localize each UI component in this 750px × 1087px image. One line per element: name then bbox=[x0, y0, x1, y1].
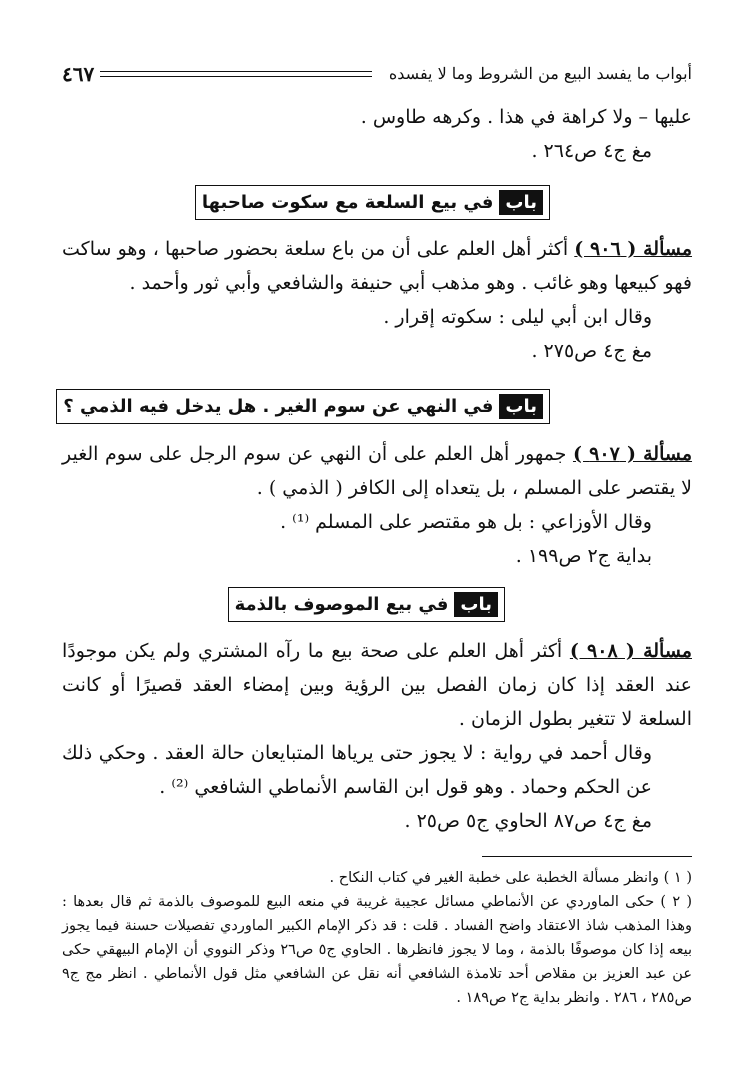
masala-text: جمهور أهل العلم على أن النهي عن سوم الرجل على سوم الغير لا يقتصر على المسلم ، بل يتعداه إلى الكافر ( الذمي ) . bbox=[62, 443, 692, 499]
section-body bbox=[62, 232, 692, 368]
masala-number: مسألة ( ٩٠٨ ) bbox=[569, 640, 692, 662]
opinion-line: وقال ابن أبي ليلى : سكوته إقرار . bbox=[383, 306, 652, 328]
intro-ref: مغ ج٤ ص٢٦٤ . bbox=[531, 140, 652, 162]
header-rule bbox=[100, 71, 372, 77]
bab-label: باب bbox=[499, 190, 543, 215]
section-title: في النهي عن سوم الغير . هل يدخل فيه الذمي ؟ bbox=[63, 396, 494, 417]
section-title: في بيع الموصوف بالذمة bbox=[234, 594, 449, 615]
page-number: ٤٦٧ bbox=[62, 62, 95, 86]
reference-line: مغ ج٤ ص٨٧ الحاوي ج٥ ص٢٥ . bbox=[404, 810, 652, 832]
section-heading-wrapper bbox=[228, 587, 505, 622]
running-header bbox=[62, 62, 692, 88]
footnote-separator bbox=[482, 856, 692, 857]
section-heading bbox=[195, 185, 550, 220]
opinion-line: وقال أحمد في رواية : لا يجوز حتى يرياها المتبايعان حالة العقد . وحكي ذلك عن الحكم وحماد . وهو قول ابن القاسم الأنماطي الشافعي ⁽²⁾ . bbox=[62, 742, 652, 798]
opinion-line: وقال الأوزاعي : بل هو مقتصر على المسلم ⁽¹⁾ . bbox=[280, 511, 652, 533]
section-heading bbox=[56, 389, 550, 424]
section-heading-wrapper bbox=[56, 389, 550, 424]
masala-paragraph bbox=[62, 232, 692, 300]
masala-number: مسألة ( ٩٠٧ ) bbox=[572, 443, 693, 465]
intro-line: عليها – ولا كراهة في هذا . وكرهه طاوس . bbox=[360, 106, 692, 128]
section-body bbox=[62, 634, 692, 838]
masala-text: أكثر أهل العلم على صحة بيع ما رآه المشتري ولم يكن موجودًا عند العقد إذا كان زمان الفصل بين الرؤية وبين إمضاء العقد قصيرًا أو كانت السلعة لا تتغير بطول الزمان . bbox=[62, 640, 692, 730]
section-heading bbox=[228, 587, 505, 622]
section-heading-wrapper bbox=[195, 185, 550, 220]
footnote-1: ( ١ ) وانظر مسألة الخطبة على خطبة الغير في كتاب النكاح . bbox=[329, 870, 692, 886]
section-title: في بيع السلعة مع سكوت صاحبها bbox=[201, 192, 494, 213]
masala-number: مسألة ( ٩٠٦ ) bbox=[574, 238, 693, 260]
running-title: أبواب ما يفسد البيع من الشروط وما لا يفسده bbox=[388, 64, 692, 83]
footnote-2: ( ٢ ) حكى الماوردي عن الأنماطي مسائل عجيبة غريبة في منعه البيع للموصوف بالذمة ثم قال بعدها : وهذا المذهب شاذ الاعتقاد واضح الفساد . قلت : قد ذكر الإمام الكبير الماوردي تفصيلات حسنة فيما يجوز بيعه إذا كان موصوفًا بالذمة ، وما لا يجوز فانظرها . الحاوي ج٥ ص٢٦ وذكر النووي أن الإمام البيهقي حكى عن عبد العزيز بن مقلاص أحد تلامذة الشافعي أنه نقل عن الشافعي مثل قول الأنماطي . انظر مج ج٩ ص٢٨٥ ، ٢٨٦ . وانظر بداية ج٢ ص١٨٩ . bbox=[62, 894, 692, 1006]
bab-label: باب bbox=[454, 592, 498, 617]
reference-line: مغ ج٤ ص٢٧٥ . bbox=[531, 340, 652, 362]
bab-label: باب bbox=[499, 394, 543, 419]
section-body bbox=[62, 437, 692, 573]
masala-paragraph bbox=[62, 634, 692, 736]
footnotes bbox=[62, 866, 692, 1010]
reference-line: بداية ج٢ ص١٩٩ . bbox=[515, 545, 652, 567]
intro-block bbox=[62, 100, 692, 168]
masala-paragraph bbox=[62, 437, 692, 505]
masala-text: أكثر أهل العلم على أن من باع سلعة بحضور صاحبها ، وهو ساكت فهو كبيعها وهو غائب . وهو مذهب أبي حنيفة والشافعي وأبي ثور وأحمد . bbox=[62, 238, 692, 294]
